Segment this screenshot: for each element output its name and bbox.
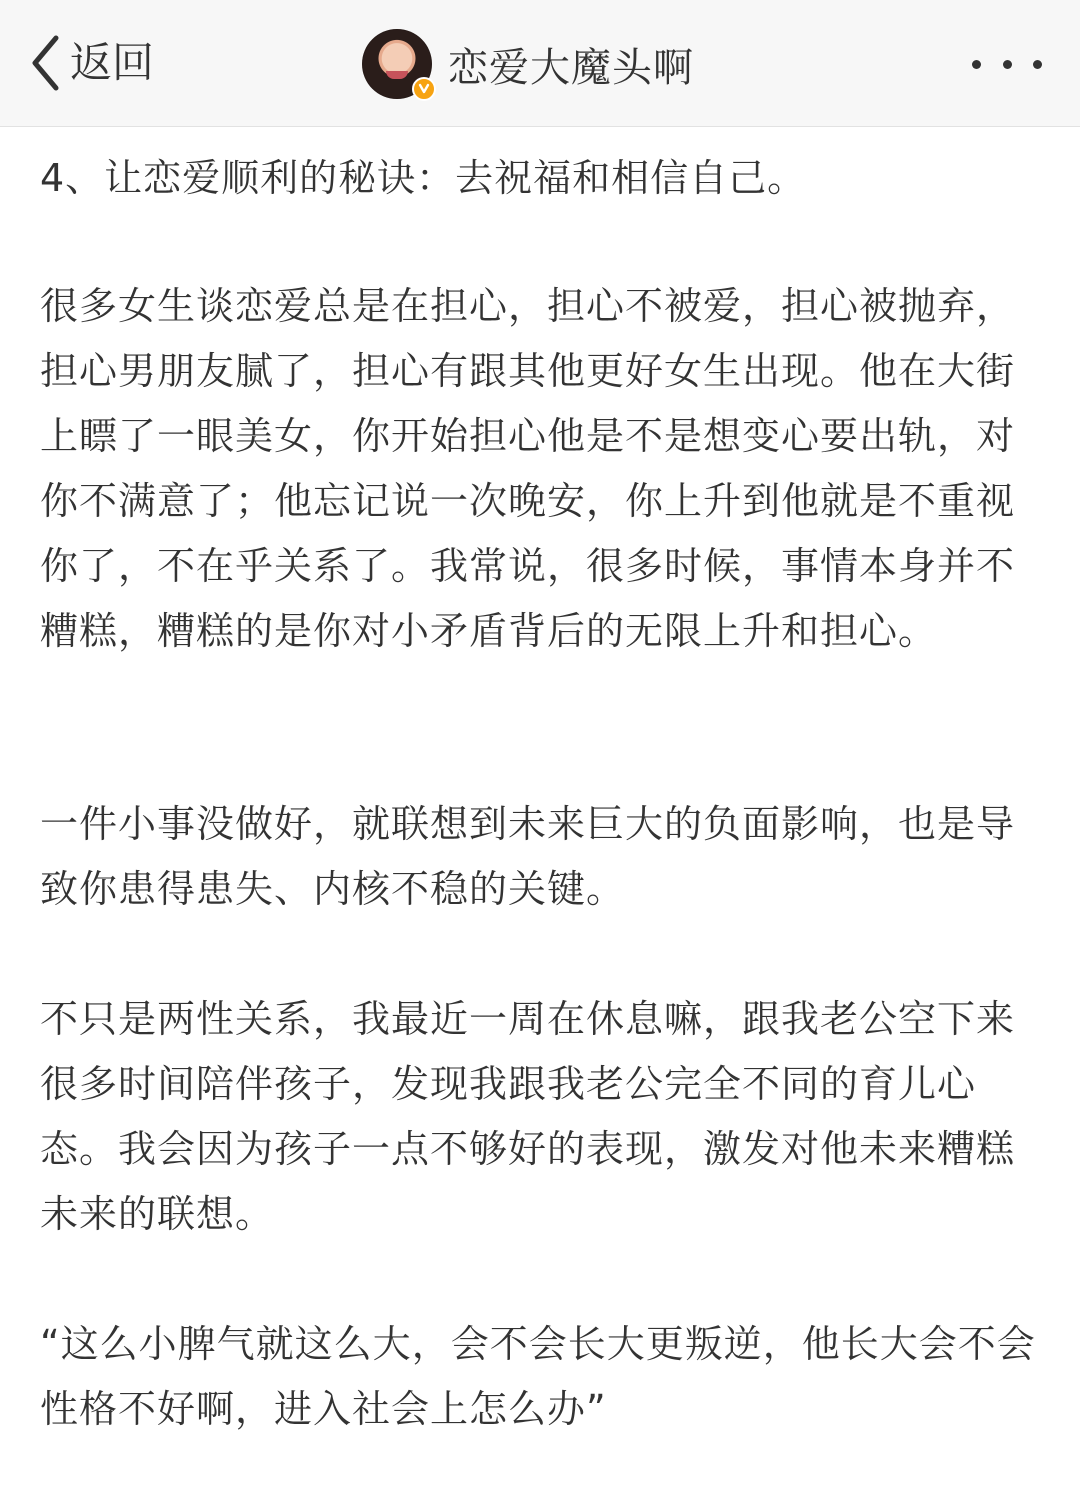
back-label: 返回 [70, 38, 155, 87]
paragraph-spacer [40, 922, 1040, 987]
navigation-bar [0, 0, 1080, 127]
more-dot-icon [972, 60, 981, 69]
paragraph-spacer [40, 211, 1040, 274]
article-paragraph: 4、让恋爱顺利的秘诀：去祝福和相信自己。 [40, 156, 807, 200]
username[interactable]: 恋爱大魔头啊 [448, 44, 694, 91]
verified-badge-icon [412, 77, 436, 101]
article-paragraph: 一件小事没做好，就联想到未来巨大的负面影响，也是导致你患得患失、内核不稳的关键。 [40, 802, 1016, 911]
paragraph-spacer [40, 664, 1040, 792]
paragraph-spacer [40, 1247, 1040, 1312]
article-paragraph: 很多女生谈恋爱总是在担心，担心不被爱，担心被抛弃，担心男朋友腻了，担心有跟其他更好女生出现。他在大街上瞟了一眼美女，你开始担心他是不是想变心要出轨，对你不满意了；他忘记说一次晚安，你上升到他就是不重视你了，不在乎关系了。我常说，很多时候，事情本身并不糟糕，糟糕的是你对小矛盾背后的无限上升和担心。 [40, 284, 1016, 653]
chevron-left-icon [30, 34, 60, 92]
more-dot-icon [1003, 60, 1012, 69]
article-paragraph: 不只是两性关系，我最近一周在休息嘛，跟我老公空下来很多时间陪伴孩子，发现我跟我老公完全不同的育儿心态。我会因为孩子一点不够好的表现，激发对他未来糟糕未来的联想。 [40, 997, 1016, 1236]
back-button[interactable] [30, 28, 154, 98]
more-options-button[interactable] [972, 44, 1042, 84]
article-paragraph: “这么小脾气就这么大，会不会长大更叛逆，他长大会不会性格不好啊，进入社会上怎么办” [40, 1322, 1036, 1431]
author-profile[interactable] [362, 28, 694, 100]
article-body [40, 146, 1040, 1442]
avatar[interactable] [362, 29, 432, 99]
more-dot-icon [1033, 60, 1042, 69]
